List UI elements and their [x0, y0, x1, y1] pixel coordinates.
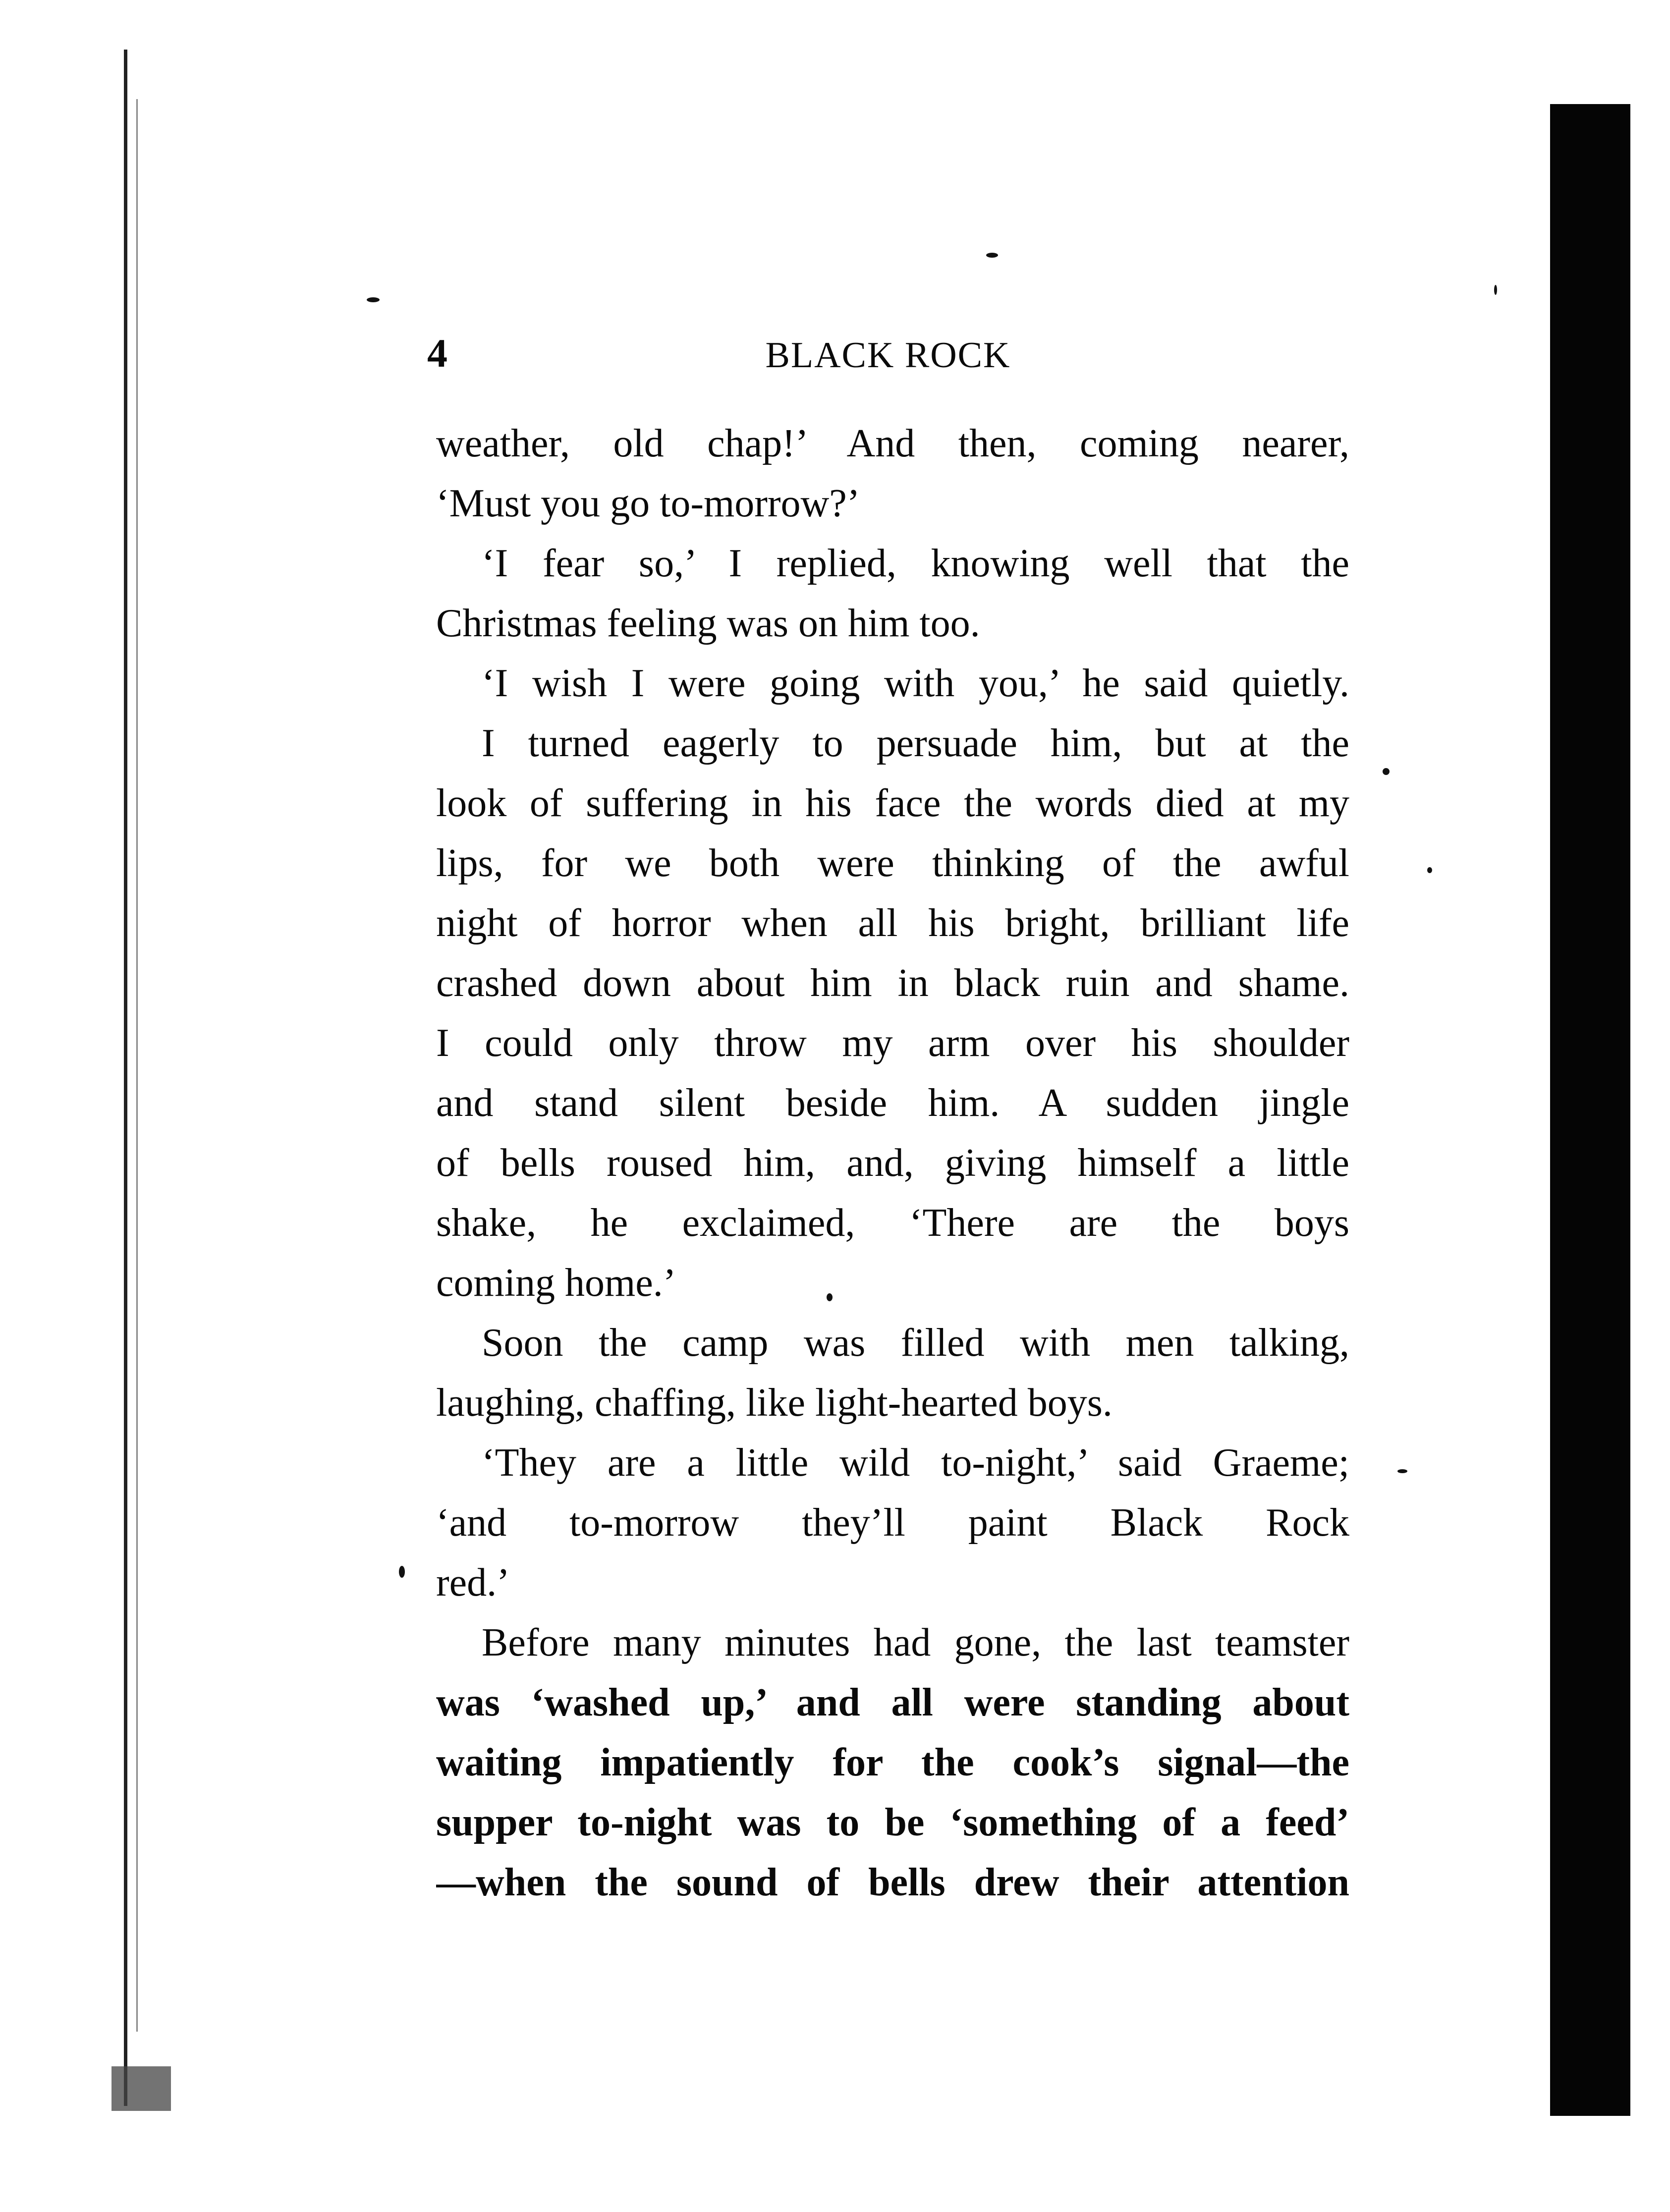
text-line: ‘They are a little wild to-night,’ said Graeme; [482, 1441, 1349, 1485]
text-line: red.’ [436, 1561, 510, 1604]
text-line: Before many minutes had gone, the last teamster [482, 1621, 1349, 1664]
text-line: night of horror when all his bright, brilliant life [436, 901, 1349, 945]
text-line: I could only throw my arm over his shoulder [436, 1021, 1349, 1065]
text-line: coming home.’ [436, 1261, 676, 1305]
text-line: of bells roused him, and, giving himself a little [436, 1141, 1349, 1185]
text-line: Christmas feeling was on him too. [436, 602, 980, 645]
text-line: weather, old chap!’ And then, coming nearer, [436, 422, 1349, 465]
scan-speck [367, 297, 380, 302]
text-line: ‘I fear so,’ I replied, knowing well that the [482, 542, 1349, 585]
text-line: ‘and to-morrow they’ll paint Black Rock [436, 1501, 1349, 1545]
text-line: —when the sound of bells drew their attention [436, 1861, 1349, 1904]
text-line: I turned eagerly to persuade him, but at the [482, 721, 1349, 765]
text-line: look of suffering in his face the words died at my [436, 781, 1349, 825]
text-line: crashed down about him in black ruin and shame. [436, 961, 1349, 1005]
scan-speck [1427, 867, 1432, 873]
text-line: and stand silent beside him. A sudden jingle [436, 1081, 1349, 1125]
page-number: 4 [427, 331, 447, 376]
text-line: was ‘washed up,’ and all were standing about [436, 1681, 1349, 1724]
text-line: shake, he exclaimed, ‘There are the boys [436, 1201, 1349, 1245]
scan-speck [399, 1566, 405, 1578]
text-line: lips, for we both were thinking of the awful [436, 841, 1349, 885]
text-line: Soon the camp was filled with men talking, [482, 1321, 1349, 1365]
scan-edge-band [1550, 104, 1630, 2116]
text-line: supper to-night was to be ‘something of a feed’ [436, 1801, 1349, 1844]
scan-speck [986, 253, 998, 258]
running-head: BLACK ROCK [765, 335, 1011, 376]
binding-shadow [124, 50, 127, 2106]
scan-speck [1397, 1469, 1407, 1473]
text-line: waiting impatiently for the cook’s signal—the [436, 1741, 1349, 1784]
scan-speck [1494, 285, 1497, 295]
text-line: laughing, chaffing, like light-hearted boys. [436, 1381, 1113, 1425]
body-text [436, 414, 1349, 1913]
scan-speck [1383, 768, 1390, 775]
text-line: ‘I wish I were going with you,’ he said quietly. [482, 662, 1349, 705]
text-line: ‘Must you go to-morrow?’ [436, 482, 860, 525]
scan-smudge [111, 2066, 171, 2111]
binding-edge [136, 99, 138, 2032]
